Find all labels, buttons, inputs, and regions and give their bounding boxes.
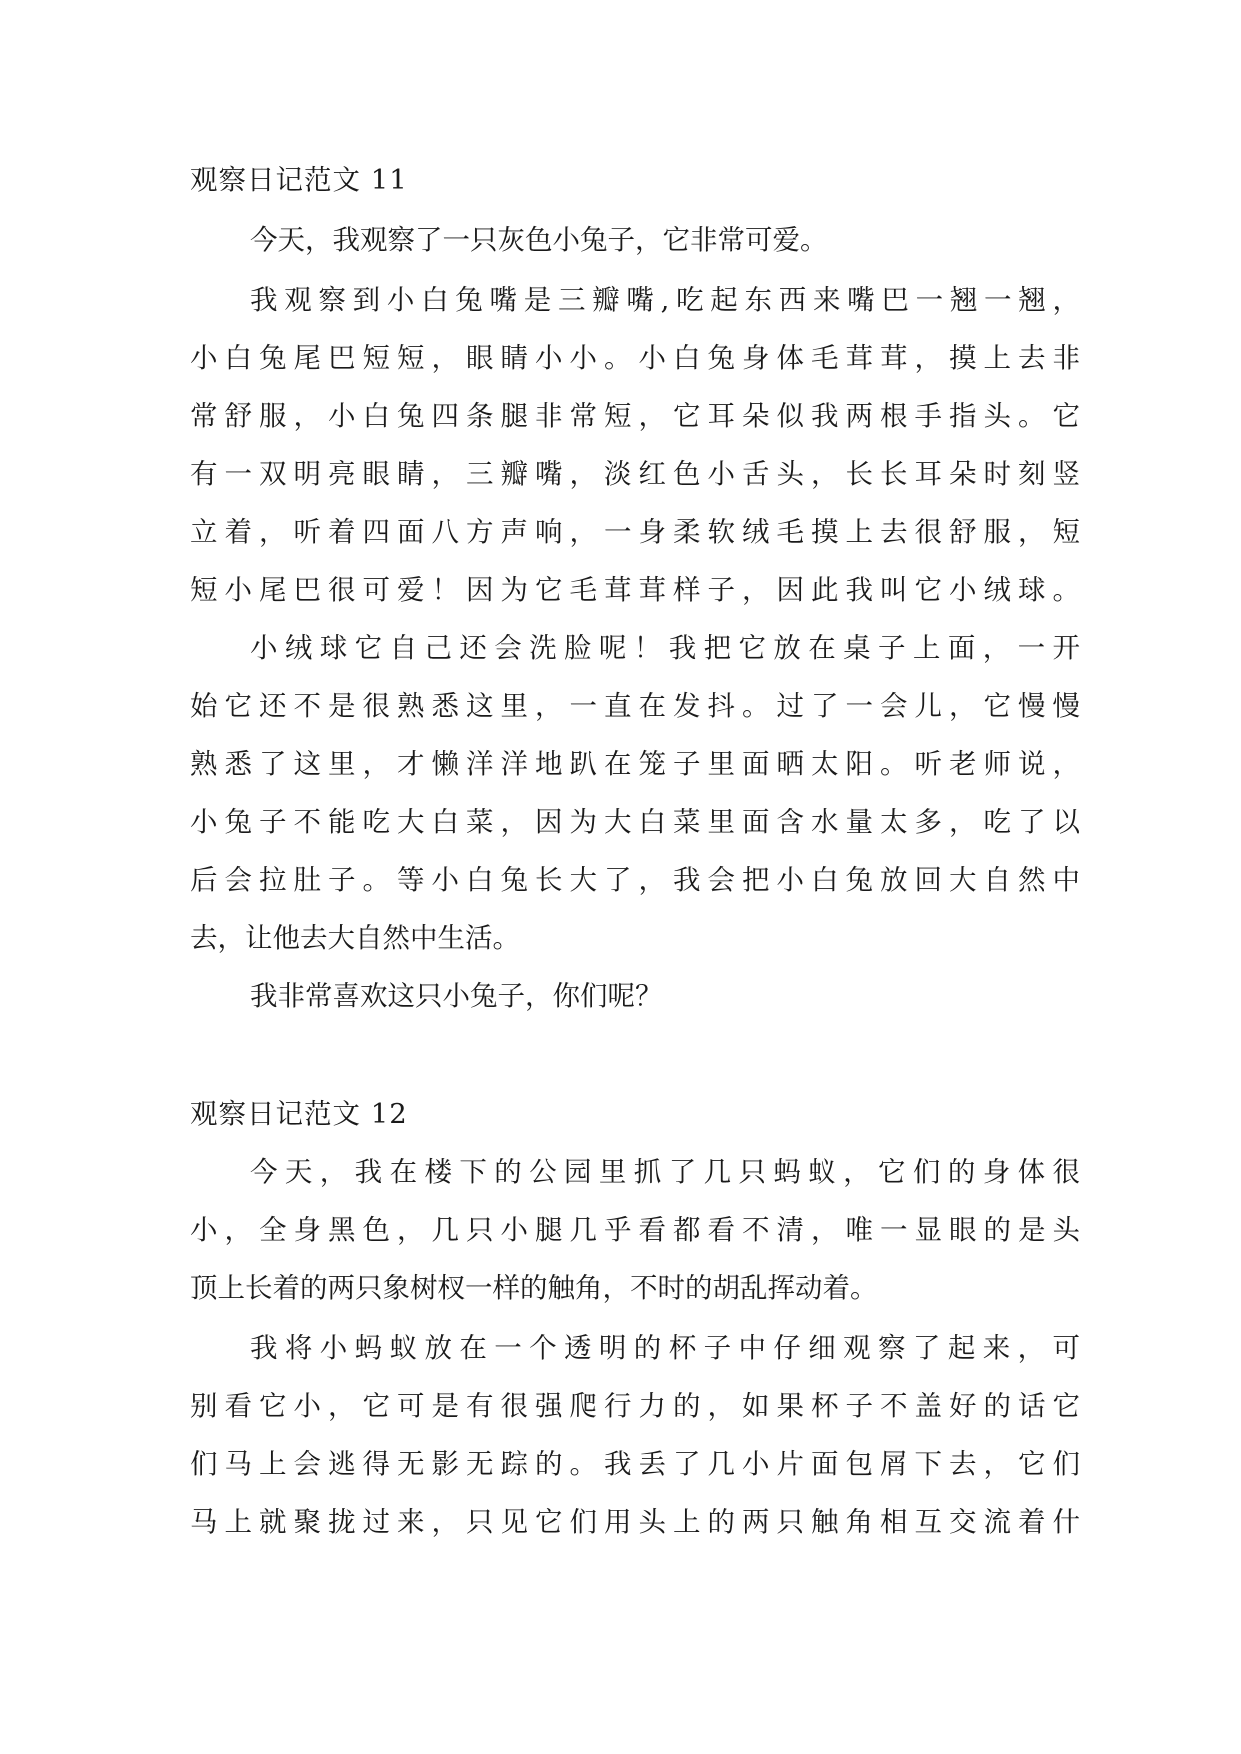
paragraph-line: 小绒球它自己还会洗脸呢！我把它放在桌子上面，一开 [250, 632, 1080, 664]
paragraph-line: 始它还不是很熟悉这里，一直在发抖。过了一会儿，它慢慢 [190, 690, 1080, 722]
paragraph-line: 熟悉了这里，才懒洋洋地趴在笼子里面晒太阳。听老师说， [190, 748, 1080, 780]
paragraph-line: 我非常喜欢这只小兔子，你们呢？ [250, 980, 663, 1012]
paragraph-line: 别看它小，它可是有很强爬行力的，如果杯子不盖好的话它 [190, 1390, 1080, 1422]
section-title: 观察日记范文 11 [190, 164, 408, 196]
paragraph-line: 常舒服，小白兔四条腿非常短，它耳朵似我两根手指头。它 [190, 400, 1080, 432]
paragraph-line: 们马上会逃得无影无踪的。我丢了几小片面包屑下去，它们 [190, 1448, 1080, 1480]
paragraph-line: 今天，我在楼下的公园里抓了几只蚂蚁，它们的身体很 [250, 1156, 1080, 1188]
paragraph-line: 小兔子不能吃大白菜，因为大白菜里面含水量太多，吃了以 [190, 806, 1080, 838]
paragraph-line: 今天，我观察了一只灰色小兔子，它非常可爱。 [250, 224, 828, 256]
section-title: 观察日记范文 12 [190, 1098, 408, 1130]
paragraph-line: 马上就聚拢过来，只见它们用头上的两只触角相互交流着什 [190, 1506, 1080, 1538]
paragraph-line: 去，让他去大自然中生活。 [190, 922, 520, 954]
paragraph-line: 顶上长着的两只象树杈一样的触角，不时的胡乱挥动着。 [190, 1272, 878, 1304]
paragraph-line: 我观察到小白兔嘴是三瓣嘴,吃起东西来嘴巴一翘一翘， [250, 284, 1080, 316]
paragraph-line: 小，全身黑色，几只小腿几乎看都看不清，唯一显眼的是头 [190, 1214, 1080, 1246]
paragraph-line: 小白兔尾巴短短，眼睛小小。小白兔身体毛茸茸，摸上去非 [190, 342, 1080, 374]
paragraph-line: 立着，听着四面八方声响，一身柔软绒毛摸上去很舒服，短 [190, 516, 1080, 548]
paragraph-line: 短小尾巴很可爱！因为它毛茸茸样子，因此我叫它小绒球。 [190, 574, 1080, 606]
paragraph-line: 有一双明亮眼睛，三瓣嘴，淡红色小舌头，长长耳朵时刻竖 [190, 458, 1080, 490]
paragraph-line: 后会拉肚子。等小白兔长大了，我会把小白兔放回大自然中 [190, 864, 1080, 896]
paragraph-line: 我将小蚂蚁放在一个透明的杯子中仔细观察了起来，可 [250, 1332, 1080, 1364]
